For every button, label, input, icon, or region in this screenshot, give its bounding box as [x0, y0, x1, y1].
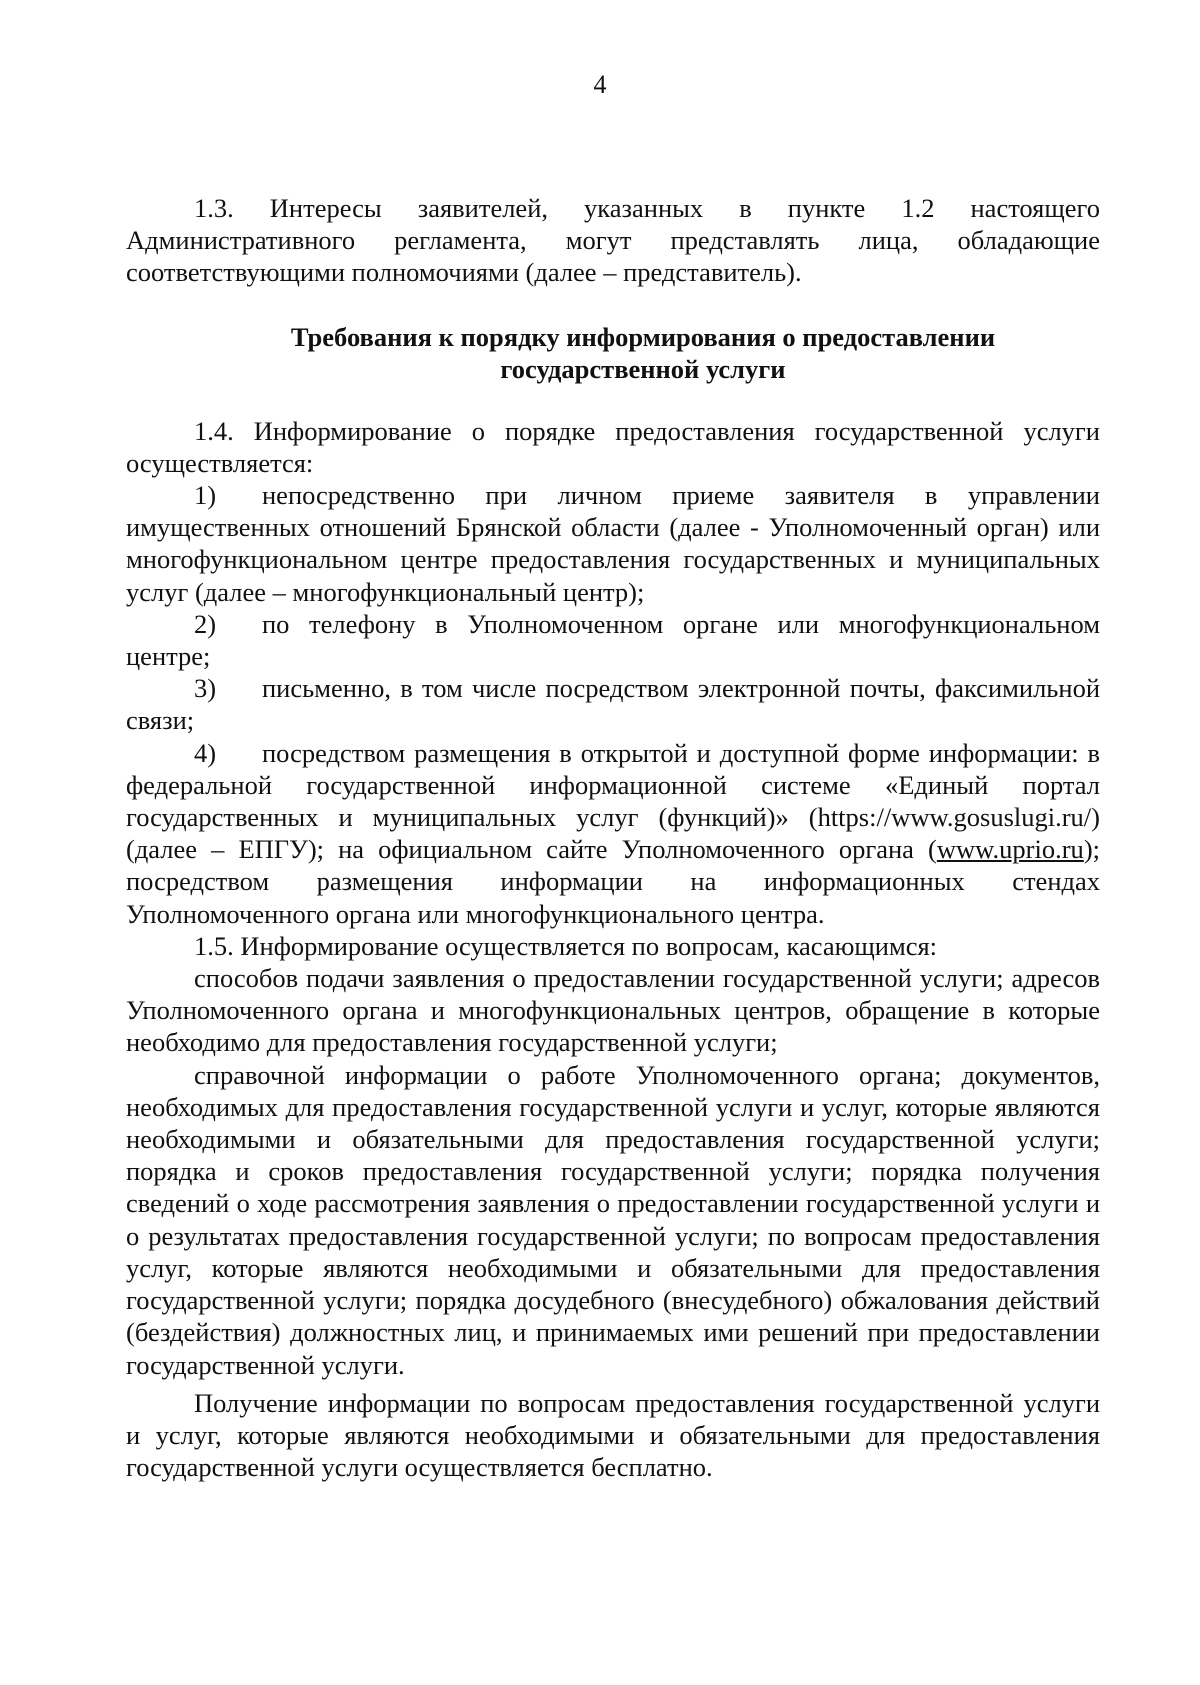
- list-item-text: посредством размещения в открытой и доступной форме информации: в федеральной государственной информационной системе «Единый портал государственных и муниципальных услуг (функций)» (https://www.gosuslugi.ru/) (далее – ЕПГУ); на официальном сайте Уполномоченного органа (: [126, 737, 1100, 865]
- website-link[interactable]: www.uprio.ru: [936, 834, 1084, 865]
- list-item-4: [126, 737, 1100, 930]
- page-number: 4: [593, 70, 607, 99]
- list-item-number: 3): [194, 673, 217, 704]
- paragraph-poluchenie: Получение информации по вопросам предоставления государственной услуги и услуг, которые являются необходимыми и обязательными для предоставления государственной услуги осуществляется бесплатно.: [126, 1387, 1100, 1483]
- list-item-number: 1): [194, 480, 217, 511]
- paragraph-1-3: 1.3. Интересы заявителей, указанных в пункте 1.2 настоящего Административного регламента, могут представлять лица, обладающие соответствующими полномочиями (далее – представитель).: [126, 193, 1100, 288]
- list-item-text: непосредственно при личном приеме заявителя в управлении имущественных отношений Брянской области (далее - Уполномоченный орган) или многофункциональном центре предоставления государственных и муниципальных услуг (далее – многофункциональный центр);: [126, 480, 1100, 607]
- list-item-number: 4): [194, 737, 217, 768]
- list-item-3: [126, 672, 1100, 736]
- paragraph-1-4: 1.4. Информирование о порядке предоставления государственной услуги осуществляется:: [126, 415, 1100, 478]
- section-heading: [126, 321, 1100, 385]
- list-item-text: письменно, в том числе посредством электронной почты, факсимильной связи;: [126, 673, 1100, 736]
- list-item-text: по телефону в Уполномоченном органе или многофункциональном центре;: [126, 608, 1100, 672]
- paragraph-1-5: 1.5. Информирование осуществляется по вопросам, касающимся:: [194, 930, 938, 961]
- section-heading-line-1: Требования к порядку информирования о предоставлении: [290, 321, 996, 352]
- section-heading-line-2: государственной услуги: [500, 353, 786, 384]
- paragraph-sposobov: способов подачи заявления о предоставлении государственной услуги; адресов Уполномоченного органа и многофункциональных центров, обращение в которые необходимо для предоставления государственной услуги;: [126, 963, 1100, 1058]
- list-item-number: 2): [194, 608, 217, 639]
- list-item-1: [126, 479, 1100, 608]
- paragraph-spravochnoy: справочной информации о работе Уполномоченного органа; документов, необходимых для предоставления государственной услуги и услуг, которые являются необходимыми и обязательными для предоставления государственной услуги; порядка и сроков предоставления государственной услуги; порядка получения сведений о ходе рассмотрения заявления о предоставлении государственной услуги и о результатах предоставления государственной услуги; по вопросам предоставления услуг, которые являются необходимыми и обязательными для предоставления государственной услуги; порядка досудебного (внесудебного) обжалования действий (бездействия) должностных лиц, и принимаемых ими решений при предоставлении государственной услуги.: [126, 1059, 1100, 1380]
- list-item-text-end: ); посредством размещения информации на информационных стендах Уполномоченного органа или многофункционального центра.: [126, 834, 1100, 929]
- list-item-2: [126, 608, 1100, 672]
- document-body: [126, 192, 1100, 1483]
